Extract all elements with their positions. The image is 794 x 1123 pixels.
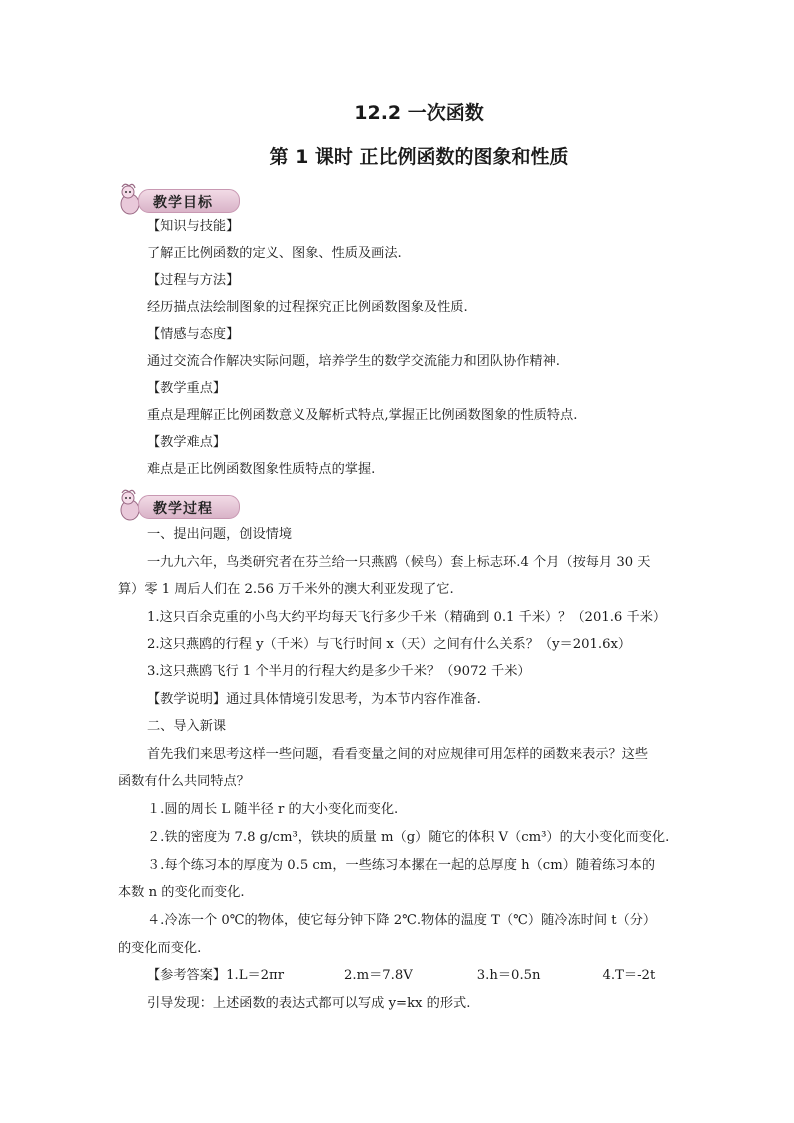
- process-banner: [116, 488, 246, 522]
- lesson-title: 第 1 课时 正比例函数的图象和性质: [269, 146, 569, 168]
- banner-pill: [138, 495, 240, 519]
- example-4: ４.冷冻一个 0℃的物体，使它每分钟下降 2℃.物体的温度 T（℃）随冷冻时间 t（分）: [147, 913, 657, 928]
- knowledge-text: 了解正比例函数的定义、图象、性质及画法.: [147, 246, 402, 261]
- difficulty-label: 【教学难点】: [147, 435, 227, 450]
- process-method-text: 经历描点法绘制图象的过程探究正比例函数图象及性质.: [147, 300, 468, 315]
- paragraph-line: 一九九六年，鸟类研究者在芬兰给一只燕鸥（候鸟）套上标志环.4 个月（按每月 30 天: [147, 555, 651, 570]
- example-1: １.圆的周长 L 随半径 r 的大小变化而变化.: [147, 802, 399, 817]
- example-3-cont: 本数 n 的变化而变化.: [118, 885, 245, 900]
- example-4-cont: 的变化而变化.: [118, 941, 202, 956]
- answer-1: 1.L＝2πr: [226, 968, 285, 983]
- knowledge-label: 【知识与技能】: [147, 219, 240, 234]
- key-point-text: 重点是理解正比例函数意义及解析式特点,掌握正比例函数图象的性质特点.: [147, 408, 578, 423]
- answer-label: 【参考答案】: [147, 968, 227, 983]
- guide-text: 引导发现：上述函数的表达式都可以写成 y=kx 的形式.: [147, 996, 471, 1011]
- example-2: ２.铁的密度为 7.8 g/cm³，铁块的质量 m（g）随它的体积 V（cm³）的大小变化而变化.: [147, 830, 670, 845]
- paragraph-line: 算）零 1 周后人们在 2.56 万千米外的澳大利亚发现了它.: [118, 582, 454, 597]
- teaching-note: 【教学说明】通过具体情境引发思考，为本节内容作准备.: [147, 692, 481, 707]
- process-method-label: 【过程与方法】: [147, 273, 240, 288]
- section-heading-1: 一、提出问题，创设情境: [147, 527, 293, 542]
- paragraph-line: 首先我们来思考这样一些问题，看看变量之间的对应规律可用怎样的函数来表示？这些: [147, 747, 649, 762]
- banner-label: 教学过程: [153, 501, 213, 517]
- question-3: 3.这只燕鸥飞行 1 个半月的行程大约是多少千米？（9072 千米）: [147, 664, 531, 679]
- section-title: 12.2 一次函数: [354, 102, 484, 124]
- answer-2: 2.m＝7.8V: [344, 968, 413, 983]
- answer-3: 3.h＝0.5n: [476, 968, 541, 983]
- emotion-text: 通过交流合作解决实际问题，培养学生的数学交流能力和团队协作精神.: [147, 354, 561, 369]
- banner-pill: [138, 189, 240, 213]
- key-point-label: 【教学重点】: [147, 381, 227, 396]
- answer-4: 4.T＝-2t: [602, 968, 656, 983]
- section-heading-2: 二、导入新课: [147, 719, 227, 734]
- question-1: 1.这只百余克重的小鸟大约平均每天飞行多少千米（精确到 0.1 千米）？（201.6 千米）: [147, 610, 667, 625]
- question-2: 2.这只燕鸥的行程 y（千米）与飞行时间 x（天）之间有什么关系？（y＝201.6x）: [147, 637, 632, 652]
- answer-row: [147, 967, 655, 985]
- paragraph-line: 函数有什么共同特点？: [118, 774, 250, 789]
- difficulty-text: 难点是正比例函数图象性质特点的掌握.: [147, 462, 376, 477]
- example-3: ３.每个练习本的厚度为 0.5 cm，一些练习本摞在一起的总厚度 h（cm）随着练习本的: [147, 858, 656, 873]
- goals-banner: [116, 182, 246, 216]
- banner-label: 教学目标: [153, 195, 213, 211]
- emotion-label: 【情感与态度】: [147, 327, 240, 342]
